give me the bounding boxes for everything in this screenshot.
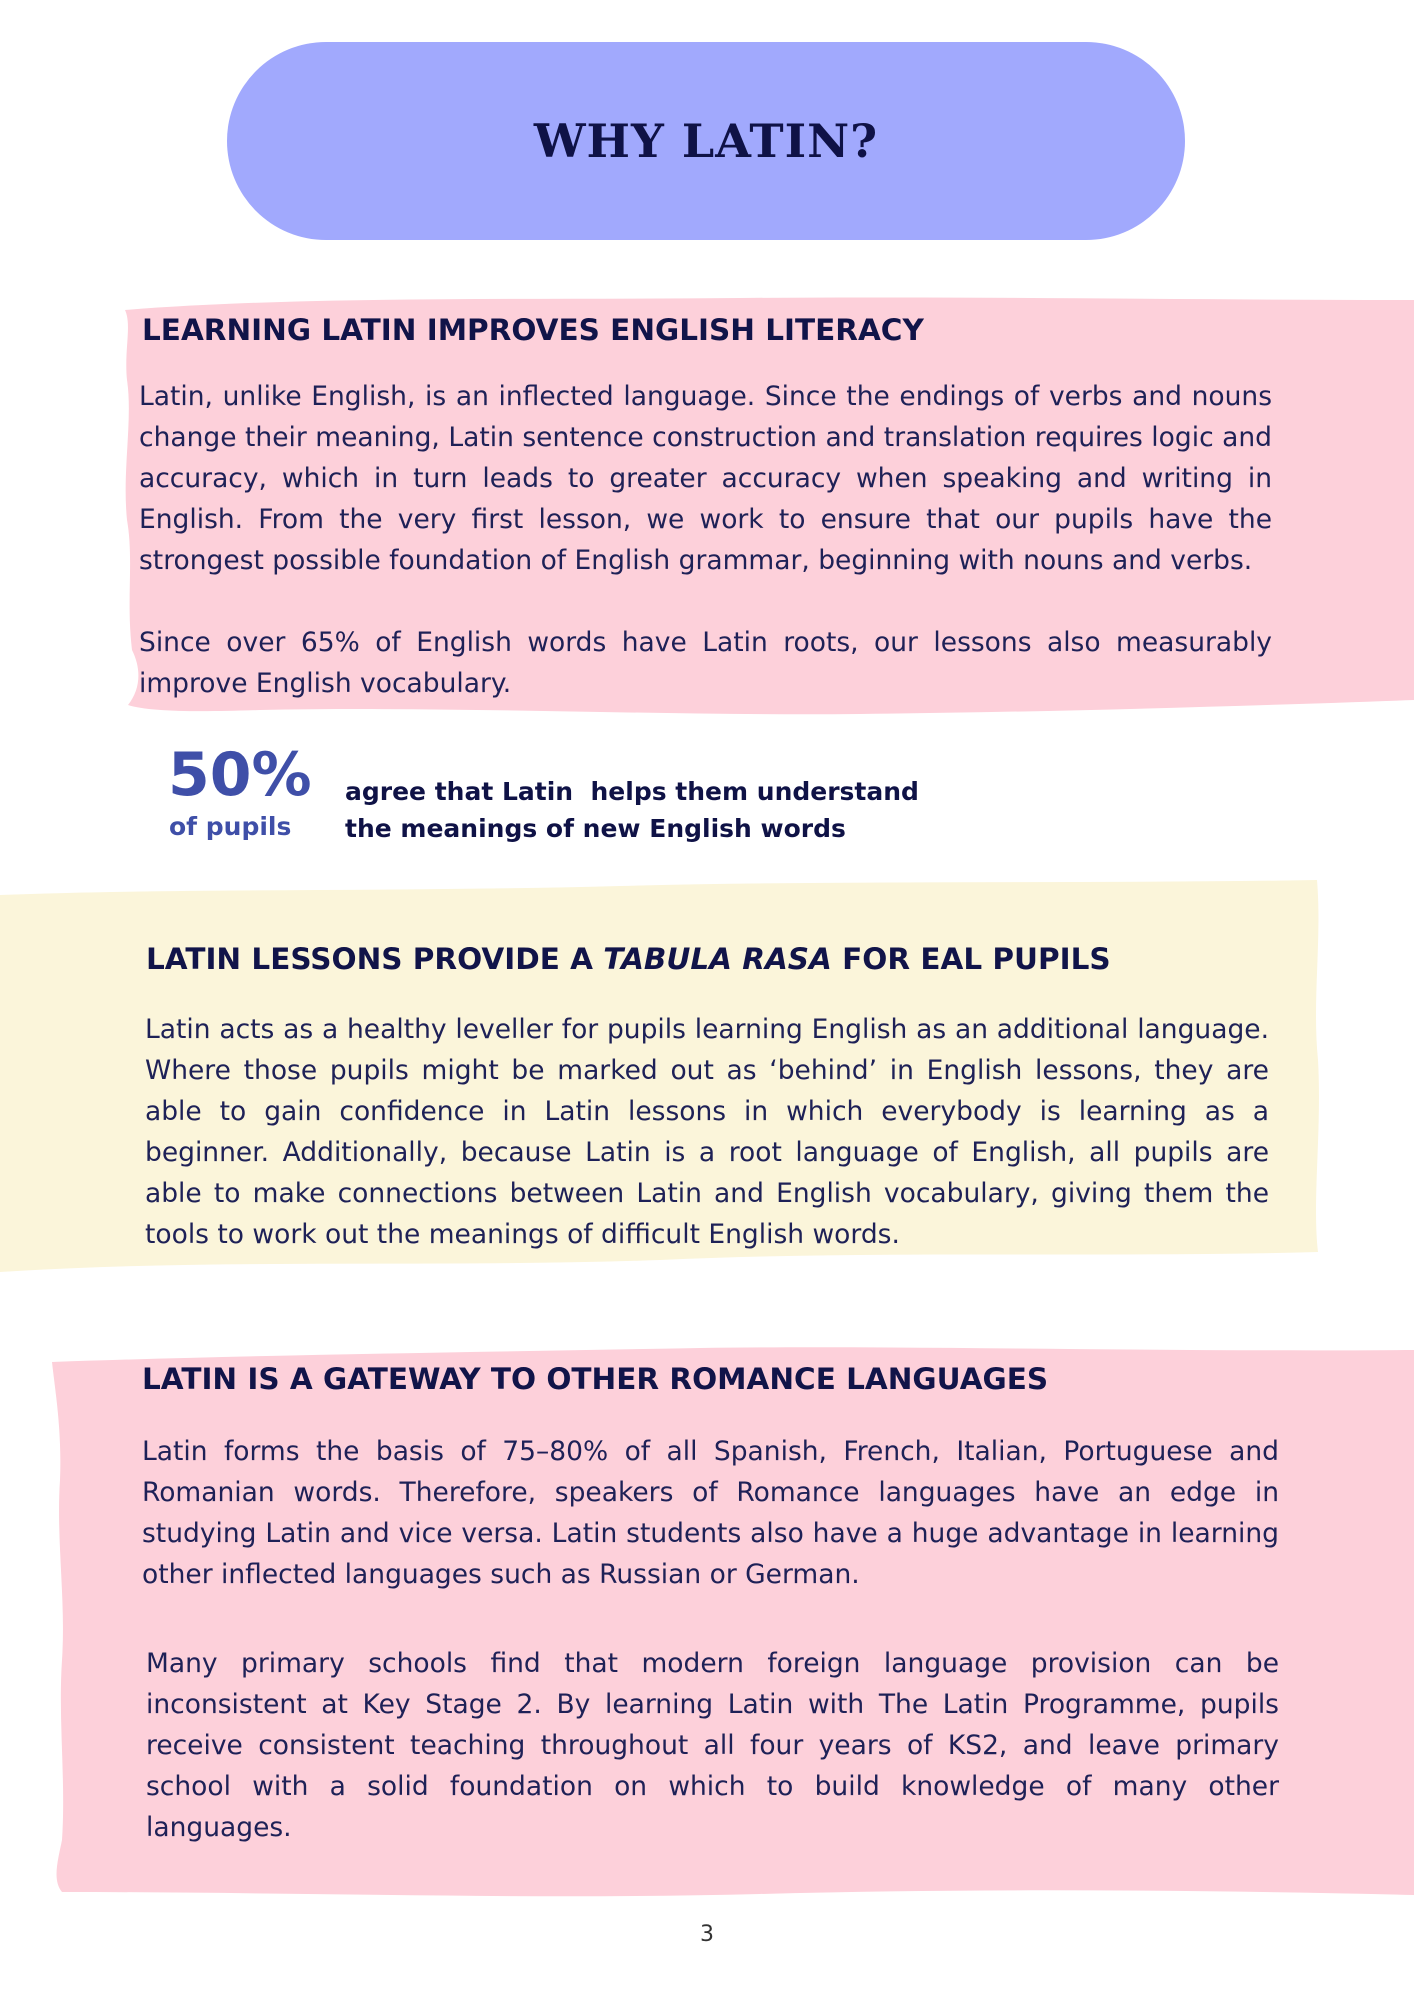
paragraph-latin-roots: Since over 65% of English words have Latin roots, our lessons also measurably improve English vocabulary.	[139, 627, 1272, 699]
paragraph-key-stage-2: Many primary schools find that modern foreign language provision can be inconsistent at Key Stage 2. By learning Latin with The Latin Programme, pupils receive consistent teaching throughout all four years of KS2, and leave primary school with a solid foundation on which to build knowledge of many other languages.	[146, 1648, 1279, 1843]
page-title: WHY LATIN?	[533, 114, 879, 168]
section-heading-romance-languages: LATIN IS A GATEWAY TO OTHER ROMANCE LANGUAGES	[142, 1362, 1049, 1396]
page-number: 3	[700, 1922, 714, 1947]
title-banner	[227, 42, 1185, 240]
heading-italic-term: TABULA RASA	[603, 942, 832, 976]
paragraph-inflected-language: Latin, unlike English, is an inflected language. Since the endings of verbs and nouns change their meaning, Latin sentence construction and translation requires logic and accuracy, which in turn leads to greater accuracy when speaking and writing in English. From the very first lesson, we work to ensure that our pupils have the strongest possible foundation of English grammar, beginning with nouns and verbs.	[139, 381, 1272, 576]
heading-part-1: LATIN LESSONS PROVIDE A	[146, 942, 604, 976]
stat-description	[345, 773, 919, 847]
stat-description-line-2: the meanings of new English words	[345, 814, 846, 843]
stat-subject: of pupils	[169, 812, 292, 841]
heading-part-2: FOR EAL PUPILS	[831, 942, 1111, 976]
section-heading-eal-pupils	[146, 942, 1111, 976]
paragraph-leveller: Latin acts as a healthy leveller for pupils learning English as an additional language. Where those pupils might be marked out as ‘behind’ in English lessons, they are able to gain confidence in Latin lessons in which everybody is learning as a beginner. Additionally, because Latin is a root language of English, all pupils are able to make connections between Latin and English vocabulary, giving them the tools to work out the meanings of difficult English words.	[145, 1014, 1269, 1250]
paragraph-romance-basis: Latin forms the basis of 75–80% of all Spanish, French, Italian, Portuguese and Romanian words. Therefore, speakers of Romance languages have an edge in studying Latin and vice versa. Latin students also have a huge advantage in learning other inflected languages such as Russian or German.	[142, 1436, 1279, 1590]
stat-description-line-1: agree that Latin helps them understand	[345, 777, 919, 806]
stat-percentage: 50%	[168, 740, 312, 810]
section-heading-english-literacy: LEARNING LATIN IMPROVES ENGLISH LITERACY	[142, 313, 924, 347]
